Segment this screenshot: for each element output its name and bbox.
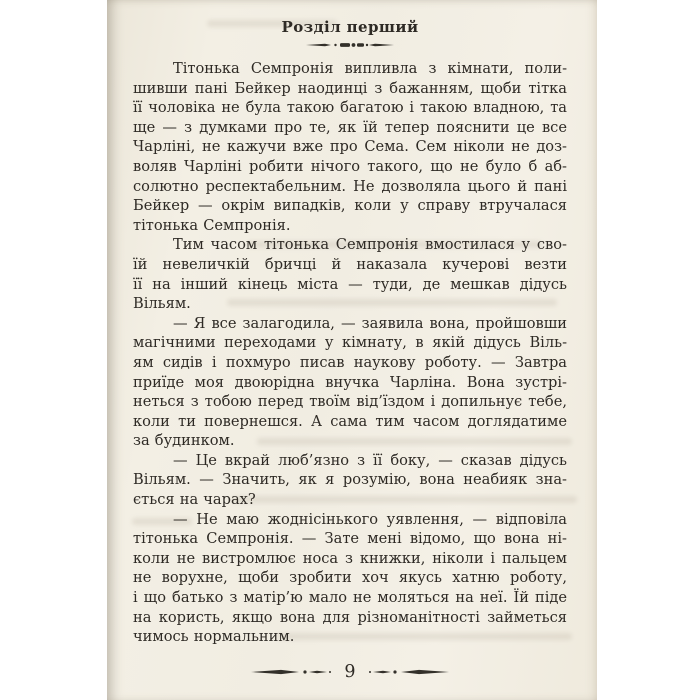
text-line: тітонька Семпронія. bbox=[133, 216, 291, 234]
text-line: тітонька Семпронія. — Зате мені відомо, що вона ні- bbox=[133, 530, 567, 548]
text-line: — Я все залагодила, — заявила вона, пройшовши bbox=[173, 314, 567, 332]
text-line: коли ти повернешся. А сама тим часом доглядатиме bbox=[133, 412, 567, 430]
text-line: неться з тобою перед твоїм від’їздом і допильнує тебе, bbox=[133, 393, 567, 411]
text-line: солютно респектабельним. Не дозволяла цього й пані bbox=[133, 177, 567, 195]
text-line: не ворухне, щоби зробити хоч якусь хатню роботу, bbox=[133, 569, 567, 587]
text-line: її на інший кінець міста — туди, де мешкав дідусь bbox=[133, 275, 567, 293]
text-line: приїде моя двоюрідна внучка Чарліна. Вона зустрі- bbox=[133, 373, 567, 391]
text-line: і що батько з матір’ю мало не моляться на неї. Їй піде bbox=[133, 589, 567, 607]
text-line: шивши пані Бейкер наодинці з бажанням, щоби тітка bbox=[133, 79, 567, 97]
text-line: — Не маю жоднісінького уявлення, — відповіла bbox=[173, 510, 567, 528]
text-line: коли не вистромлює носа з книжки, ніколи і пальцем bbox=[133, 549, 567, 567]
chapter-divider-ornament bbox=[133, 40, 567, 50]
text-line: Бейкер — окрім випадків, коли у справу втручалася bbox=[133, 197, 567, 215]
body-text bbox=[133, 59, 567, 647]
text-line: їй невеличкій бричці й наказала кучерові везти bbox=[133, 255, 567, 273]
text-line: Тітонька Семпронія випливла з кімнати, поли- bbox=[173, 60, 567, 77]
text-line: її чоловіка не була такою багатою і такою владною, та bbox=[133, 99, 567, 117]
text-line: ється на чарах? bbox=[133, 491, 256, 509]
text-line: магічними переходами у кімнату, в якій дідусь Віль- bbox=[133, 334, 567, 352]
page-content bbox=[133, 0, 567, 684]
text-line: Вільям. bbox=[133, 295, 191, 313]
text-line: Чарліні, не кажучи вже про Сема. Сем ніколи не доз- bbox=[133, 138, 567, 156]
text-line: ям сидів і похмуро писав наукову роботу. — Завтра bbox=[133, 353, 567, 371]
text-line: воляв Чарліні робити нічого такого, що не було б аб- bbox=[133, 157, 567, 175]
text-line: чимось нормальним. bbox=[133, 628, 295, 646]
text-line: на користь, якщо вона для різноманітності займеться bbox=[133, 608, 567, 626]
text-line: Тим часом тітонька Семпронія вмостилася у сво- bbox=[173, 236, 567, 254]
footer-flourish-left-icon bbox=[251, 667, 331, 677]
footer-flourish-right-icon bbox=[369, 667, 449, 677]
divider-flourish-icon bbox=[306, 40, 394, 50]
text-line: за будинком. bbox=[133, 432, 235, 450]
scanned-book-page bbox=[107, 0, 597, 700]
chapter-heading: Розділ перший bbox=[281, 18, 419, 36]
text-line: ще — з думками про те, як їй тепер пояснити це все bbox=[133, 118, 567, 136]
text-line: — Це вкрай люб’язно з її боку, — сказав дідусь bbox=[173, 451, 567, 469]
page-footer bbox=[133, 660, 567, 684]
text-line: Вільям. — Значить, як я розумію, вона неабияк зна- bbox=[133, 471, 567, 489]
page-number: 9 bbox=[344, 661, 356, 682]
